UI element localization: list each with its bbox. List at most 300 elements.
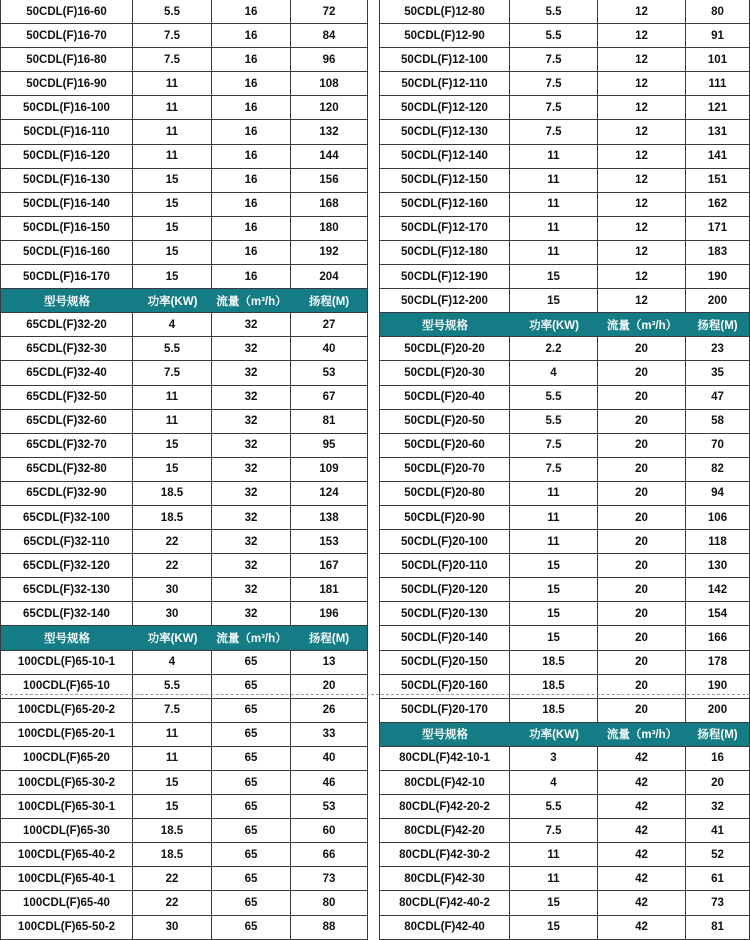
table-row <box>379 602 750 626</box>
table-row <box>0 72 368 96</box>
flow-cell: 65 <box>212 891 291 914</box>
power-cell: 22 <box>133 554 212 577</box>
flow-cell: 65 <box>212 771 291 794</box>
head-cell: 20 <box>322 680 336 693</box>
flow-cell: 42 <box>598 771 686 794</box>
flow-cell: 20 <box>598 506 686 529</box>
model-cell: 100CDL(F)65-40 <box>1 891 133 914</box>
head-cell: 190 <box>707 680 728 693</box>
power-cell: 15 <box>510 891 598 914</box>
flow-cell: 32 <box>212 530 291 553</box>
head-cell: 167 <box>319 559 339 572</box>
flow-cell: 12 <box>598 96 686 119</box>
power-cell: 15 <box>133 169 212 192</box>
flow-cell: 20 <box>598 482 686 505</box>
header-cell: 扬程(M) <box>697 729 738 742</box>
head-cell: 178 <box>707 656 728 669</box>
head-cell: 53 <box>322 800 336 813</box>
power-cell: 11 <box>510 843 598 866</box>
flow-cell: 65 <box>212 699 291 722</box>
model-cell: 50CDL(F)16-110 <box>1 120 133 143</box>
head-cell: 141 <box>707 150 728 163</box>
head-cell: 130 <box>707 559 728 572</box>
header-cell: 功率(KW) <box>529 319 579 332</box>
table-row <box>0 578 368 602</box>
head-cell: 180 <box>319 222 339 235</box>
model-cell: 50CDL(F)12-140 <box>380 145 510 168</box>
head-cell: 26 <box>322 704 336 717</box>
flow-cell: 12 <box>598 48 686 71</box>
flow-cell: 16 <box>212 169 291 192</box>
power-cell: 11 <box>133 72 212 95</box>
table-row <box>0 313 368 337</box>
table-row <box>0 120 368 144</box>
model-cell: 80CDL(F)42-10-1 <box>380 747 510 770</box>
flow-cell: 20 <box>598 626 686 649</box>
model-cell: 50CDL(F)12-150 <box>380 169 510 192</box>
model-cell: 50CDL(F)12-200 <box>380 289 510 312</box>
flow-cell: 65 <box>212 675 291 698</box>
power-cell: 5.5 <box>510 410 598 433</box>
power-cell: 7.5 <box>133 48 212 71</box>
head-cell: 84 <box>322 29 336 42</box>
power-cell: 11 <box>510 217 598 240</box>
head-cell: 73 <box>322 872 336 885</box>
table-row <box>379 120 750 144</box>
table-row <box>0 458 368 482</box>
power-cell: 18.5 <box>510 675 598 698</box>
flow-cell: 20 <box>598 361 686 384</box>
head-cell: 124 <box>319 487 339 500</box>
power-cell: 22 <box>133 867 212 890</box>
header-cell: 型号规格 <box>422 319 468 332</box>
model-cell: 65CDL(F)32-120 <box>1 554 133 577</box>
head-cell: 70 <box>711 439 724 452</box>
table-row <box>0 145 368 169</box>
table-row <box>379 265 750 289</box>
table-row <box>0 506 368 530</box>
head-cell: 142 <box>707 583 728 596</box>
table-row <box>379 386 750 410</box>
flow-cell: 20 <box>598 675 686 698</box>
table-row <box>0 795 368 819</box>
model-cell: 65CDL(F)32-110 <box>1 530 133 553</box>
flow-cell: 20 <box>598 337 686 360</box>
model-cell: 50CDL(F)12-110 <box>380 72 510 95</box>
model-cell: 50CDL(F)16-90 <box>1 72 133 95</box>
model-cell: 50CDL(F)20-100 <box>380 530 510 553</box>
flow-cell: 32 <box>212 410 291 433</box>
power-cell: 15 <box>133 217 212 240</box>
table-row <box>379 96 750 120</box>
head-cell: 73 <box>711 897 724 910</box>
flow-cell: 32 <box>212 506 291 529</box>
model-cell: 100CDL(F)65-10-1 <box>1 651 133 674</box>
power-cell: 5.5 <box>133 337 212 360</box>
power-cell: 7.5 <box>510 458 598 481</box>
table-row <box>0 675 368 699</box>
table-row <box>379 241 750 265</box>
table-header-row <box>379 313 750 337</box>
head-cell: 81 <box>322 415 336 428</box>
model-cell: 50CDL(F)20-140 <box>380 626 510 649</box>
table-row <box>379 626 750 650</box>
table-row <box>0 434 368 458</box>
table-row <box>379 651 750 675</box>
power-cell: 7.5 <box>133 24 212 47</box>
flow-cell: 65 <box>212 747 291 770</box>
model-cell: 65CDL(F)32-130 <box>1 578 133 601</box>
model-cell: 50CDL(F)16-130 <box>1 169 133 192</box>
head-cell: 192 <box>319 246 339 259</box>
power-cell: 5.5 <box>510 386 598 409</box>
table-row <box>379 410 750 434</box>
head-cell: 72 <box>322 5 336 18</box>
table-header-row <box>0 289 368 313</box>
model-cell: 100CDL(F)65-30-1 <box>1 795 133 818</box>
header-cell: 流量（m³/h） <box>216 632 287 645</box>
flow-cell: 65 <box>212 795 291 818</box>
head-cell: 204 <box>319 270 339 283</box>
header-cell: 流量（m³/h） <box>606 729 678 742</box>
table-row <box>0 891 368 915</box>
head-cell: 153 <box>319 535 339 548</box>
table-row <box>0 554 368 578</box>
table-row <box>379 506 750 530</box>
power-cell: 18.5 <box>133 843 212 866</box>
head-cell: 181 <box>319 583 339 596</box>
head-cell: 60 <box>322 824 336 837</box>
head-cell: 41 <box>711 824 724 837</box>
power-cell: 18.5 <box>133 482 212 505</box>
power-cell: 11 <box>133 145 212 168</box>
power-cell: 15 <box>510 626 598 649</box>
power-cell: 11 <box>510 169 598 192</box>
head-cell: 151 <box>707 174 728 187</box>
power-cell: 11 <box>510 145 598 168</box>
model-cell: 50CDL(F)12-180 <box>380 241 510 264</box>
table-row <box>0 747 368 771</box>
model-cell: 50CDL(F)20-60 <box>380 434 510 457</box>
head-cell: 171 <box>707 222 728 235</box>
model-cell: 80CDL(F)42-40-2 <box>380 891 510 914</box>
model-cell: 100CDL(F)65-20-2 <box>1 699 133 722</box>
model-cell: 50CDL(F)20-40 <box>380 386 510 409</box>
head-cell: 32 <box>711 800 724 813</box>
flow-cell: 20 <box>598 699 686 722</box>
model-cell: 50CDL(F)12-90 <box>380 24 510 47</box>
table-row <box>0 217 368 241</box>
flow-cell: 12 <box>598 120 686 143</box>
table-row <box>379 337 750 361</box>
model-cell: 80CDL(F)42-10 <box>380 771 510 794</box>
power-cell: 5.5 <box>510 795 598 818</box>
model-cell: 50CDL(F)20-50 <box>380 410 510 433</box>
flow-cell: 12 <box>598 241 686 264</box>
flow-cell: 16 <box>212 217 291 240</box>
power-cell: 7.5 <box>510 48 598 71</box>
flow-cell: 42 <box>598 867 686 890</box>
model-cell: 100CDL(F)65-50-2 <box>1 916 133 939</box>
flow-cell: 20 <box>598 410 686 433</box>
head-cell: 23 <box>711 342 724 355</box>
power-cell: 11 <box>510 241 598 264</box>
flow-cell: 12 <box>598 289 686 312</box>
flow-cell: 16 <box>212 72 291 95</box>
flow-cell: 20 <box>598 530 686 553</box>
power-cell: 30 <box>133 916 212 939</box>
head-cell: 95 <box>322 439 336 452</box>
head-cell: 58 <box>711 415 724 428</box>
power-cell: 15 <box>510 554 598 577</box>
power-cell: 15 <box>510 916 598 939</box>
model-cell: 80CDL(F)42-30-2 <box>380 843 510 866</box>
power-cell: 7.5 <box>510 819 598 842</box>
model-cell: 65CDL(F)32-60 <box>1 410 133 433</box>
header-cell: 功率(KW) <box>147 632 198 645</box>
head-cell: 20 <box>711 776 724 789</box>
power-cell: 11 <box>133 410 212 433</box>
model-cell: 50CDL(F)12-100 <box>380 48 510 71</box>
table-row <box>379 819 750 843</box>
head-cell: 120 <box>319 101 339 114</box>
power-cell: 30 <box>133 602 212 625</box>
table-row <box>0 0 368 24</box>
header-cell: 扬程(M) <box>308 295 350 308</box>
table-row <box>0 723 368 747</box>
table-row <box>379 361 750 385</box>
power-cell: 15 <box>133 193 212 216</box>
model-cell: 50CDL(F)16-160 <box>1 241 133 264</box>
table-row <box>0 265 368 289</box>
head-cell: 109 <box>319 463 339 476</box>
head-cell: 40 <box>322 342 336 355</box>
model-cell: 50CDL(F)20-160 <box>380 675 510 698</box>
flow-cell: 12 <box>598 145 686 168</box>
flow-cell: 32 <box>212 578 291 601</box>
head-cell: 200 <box>707 294 728 307</box>
header-cell: 扬程(M) <box>697 319 738 332</box>
power-cell: 11 <box>133 747 212 770</box>
flow-cell: 65 <box>212 916 291 939</box>
power-cell: 18.5 <box>133 506 212 529</box>
model-cell: 50CDL(F)16-80 <box>1 48 133 71</box>
power-cell: 15 <box>133 434 212 457</box>
table-row <box>379 795 750 819</box>
flow-cell: 32 <box>212 386 291 409</box>
model-cell: 50CDL(F)12-170 <box>380 217 510 240</box>
model-cell: 50CDL(F)12-130 <box>380 120 510 143</box>
power-cell: 15 <box>133 771 212 794</box>
model-cell: 65CDL(F)32-80 <box>1 458 133 481</box>
model-cell: 50CDL(F)16-60 <box>1 0 133 23</box>
head-cell: 94 <box>711 487 724 500</box>
flow-cell: 32 <box>212 361 291 384</box>
power-cell: 7.5 <box>510 72 598 95</box>
flow-cell: 12 <box>598 169 686 192</box>
head-cell: 101 <box>707 53 728 66</box>
flow-cell: 20 <box>598 651 686 674</box>
model-cell: 100CDL(F)65-10 <box>1 675 133 698</box>
head-cell: 121 <box>707 101 728 114</box>
power-cell: 11 <box>510 482 598 505</box>
flow-cell: 65 <box>212 819 291 842</box>
head-cell: 80 <box>322 897 336 910</box>
power-cell: 5.5 <box>133 675 212 698</box>
model-cell: 65CDL(F)32-40 <box>1 361 133 384</box>
table-row <box>379 48 750 72</box>
head-cell: 156 <box>319 174 339 187</box>
flow-cell: 42 <box>598 819 686 842</box>
model-cell: 50CDL(F)20-80 <box>380 482 510 505</box>
table-row <box>0 96 368 120</box>
flow-cell: 12 <box>598 24 686 47</box>
table-row <box>379 217 750 241</box>
model-cell: 100CDL(F)65-40-2 <box>1 843 133 866</box>
flow-cell: 16 <box>212 265 291 288</box>
model-cell: 50CDL(F)20-70 <box>380 458 510 481</box>
power-cell: 11 <box>510 530 598 553</box>
header-cell: 流量（m³/h） <box>606 319 678 332</box>
table-row <box>0 48 368 72</box>
flow-cell: 16 <box>212 96 291 119</box>
power-cell: 22 <box>133 530 212 553</box>
head-cell: 190 <box>707 270 728 283</box>
power-cell: 15 <box>510 265 598 288</box>
head-cell: 66 <box>322 848 336 861</box>
head-cell: 33 <box>322 728 336 741</box>
flow-cell: 16 <box>212 241 291 264</box>
power-cell: 11 <box>510 506 598 529</box>
head-cell: 40 <box>322 752 336 765</box>
power-cell: 7.5 <box>510 120 598 143</box>
table-row <box>0 193 368 217</box>
power-cell: 7.5 <box>133 361 212 384</box>
table-row <box>0 386 368 410</box>
model-cell: 50CDL(F)16-120 <box>1 145 133 168</box>
table-row <box>379 747 750 771</box>
model-cell: 50CDL(F)16-170 <box>1 265 133 288</box>
header-cell: 功率(KW) <box>147 295 198 308</box>
power-cell: 5.5 <box>133 0 212 23</box>
model-cell: 50CDL(F)16-70 <box>1 24 133 47</box>
head-cell: 183 <box>707 246 728 259</box>
flow-cell: 65 <box>212 723 291 746</box>
head-cell: 196 <box>319 607 339 620</box>
head-cell: 53 <box>322 366 336 379</box>
power-cell: 30 <box>133 578 212 601</box>
flow-cell: 32 <box>212 482 291 505</box>
flow-cell: 42 <box>598 891 686 914</box>
power-cell: 18.5 <box>510 651 598 674</box>
model-cell: 50CDL(F)12-120 <box>380 96 510 119</box>
flow-cell: 16 <box>212 145 291 168</box>
table-row <box>379 289 750 313</box>
flow-cell: 12 <box>598 72 686 95</box>
table-row <box>0 169 368 193</box>
table-row <box>0 530 368 554</box>
table-row <box>379 675 750 699</box>
power-cell: 7.5 <box>510 434 598 457</box>
flow-cell: 32 <box>212 602 291 625</box>
head-cell: 88 <box>322 921 336 934</box>
head-cell: 138 <box>319 511 339 524</box>
power-cell: 5.5 <box>510 0 598 23</box>
model-cell: 65CDL(F)32-30 <box>1 337 133 360</box>
table-row <box>0 361 368 385</box>
power-cell: 4 <box>510 361 598 384</box>
flow-cell: 20 <box>598 578 686 601</box>
flow-cell: 42 <box>598 916 686 939</box>
table-row <box>0 24 368 48</box>
model-cell: 65CDL(F)32-90 <box>1 482 133 505</box>
power-cell: 4 <box>133 651 212 674</box>
power-cell: 15 <box>133 241 212 264</box>
table-row <box>379 72 750 96</box>
table-header-row <box>379 723 750 747</box>
flow-cell: 20 <box>598 386 686 409</box>
head-cell: 168 <box>319 198 339 211</box>
model-cell: 65CDL(F)32-70 <box>1 434 133 457</box>
model-cell: 50CDL(F)20-150 <box>380 651 510 674</box>
model-cell: 65CDL(F)32-100 <box>1 506 133 529</box>
flow-cell: 12 <box>598 0 686 23</box>
model-cell: 100CDL(F)65-20 <box>1 747 133 770</box>
flow-cell: 32 <box>212 434 291 457</box>
flow-cell: 16 <box>212 120 291 143</box>
power-cell: 11 <box>133 120 212 143</box>
flow-cell: 65 <box>212 867 291 890</box>
table-row <box>379 843 750 867</box>
head-cell: 154 <box>707 607 728 620</box>
model-cell: 50CDL(F)20-30 <box>380 361 510 384</box>
model-cell: 50CDL(F)16-100 <box>1 96 133 119</box>
head-cell: 67 <box>322 391 336 404</box>
table-row <box>0 819 368 843</box>
table-header-row <box>0 626 368 650</box>
model-cell: 80CDL(F)42-30 <box>380 867 510 890</box>
power-cell: 11 <box>133 723 212 746</box>
head-cell: 96 <box>322 53 336 66</box>
header-cell: 功率(KW) <box>529 729 579 742</box>
table-row <box>379 145 750 169</box>
power-cell: 7.5 <box>510 96 598 119</box>
table-row <box>379 24 750 48</box>
power-cell: 15 <box>510 578 598 601</box>
flow-cell: 12 <box>598 217 686 240</box>
flow-cell: 20 <box>598 434 686 457</box>
table-row <box>379 0 750 24</box>
model-cell: 65CDL(F)32-50 <box>1 386 133 409</box>
head-cell: 16 <box>711 752 724 765</box>
power-cell: 15 <box>133 795 212 818</box>
head-cell: 46 <box>322 776 336 789</box>
table-row <box>379 578 750 602</box>
model-cell: 50CDL(F)20-130 <box>380 602 510 625</box>
table-row <box>0 651 368 675</box>
power-cell: 11 <box>133 96 212 119</box>
model-cell: 65CDL(F)32-20 <box>1 313 133 336</box>
flow-cell: 16 <box>212 24 291 47</box>
head-cell: 108 <box>319 77 339 90</box>
head-cell: 166 <box>707 631 728 644</box>
table-row <box>379 193 750 217</box>
head-cell: 118 <box>708 535 727 548</box>
head-cell: 111 <box>708 77 727 90</box>
flow-cell: 42 <box>598 795 686 818</box>
table-row <box>379 771 750 795</box>
model-cell: 80CDL(F)42-20-2 <box>380 795 510 818</box>
